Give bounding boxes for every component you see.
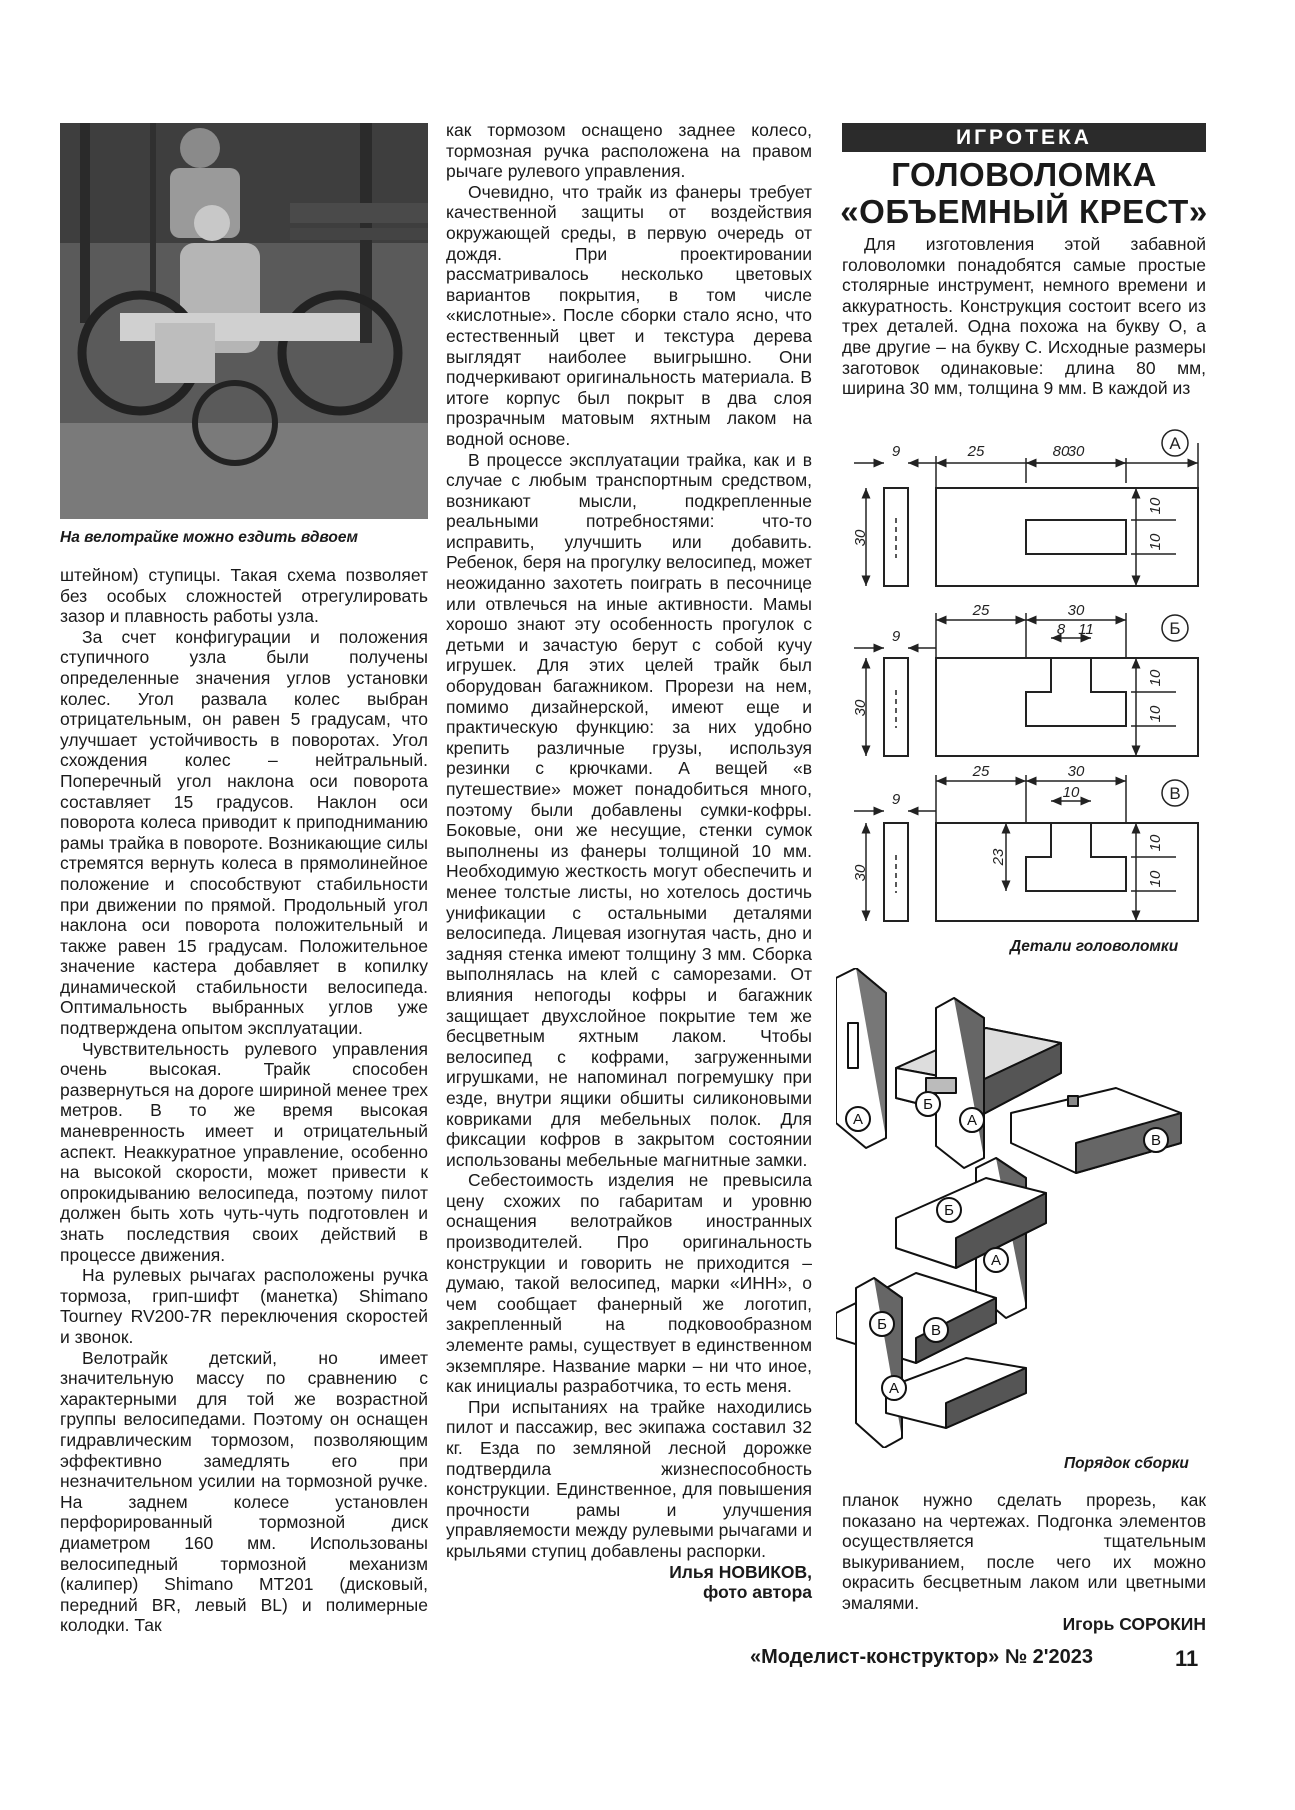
- section-rubric: ИГРОТЕКА: [842, 123, 1206, 152]
- paragraph: Велотрайк детский, но имеет значительную массу по сравнению с характерными для той же возрастной группы велосипедами. Поэтому он оснащен гидравлическим тормозом, позволяющим эффективно замедлять его при незначительном усилии на тормозной ручке. На заднем колесе установлен перфорированный тормозной диск диаметром 160 мм. Использованы велосипедный тормозной механизм (калипер) Shimano MT201 (дисковый, передний BR, левый BL) и полимерные колодки. Так: [60, 1347, 428, 1636]
- part-v-dim-9: 9: [891, 791, 901, 808]
- part-a-labels: [852, 434, 1181, 550]
- puzzle-headline: [836, 156, 1212, 230]
- part-v-dim-30: 30: [1067, 763, 1085, 780]
- page-number: 11: [1175, 1646, 1199, 1671]
- paragraph: Чувствительность рулевого управления очень высокая. Трайк способен развернуться на дороге шириной менее трех метров. В то же время высокая маневренность имеет и отрицательный аспект. Неаккуратное управление, особенно на высокой скорости, может привести к опрокидыванию велосипеда, поэтому пилот должен быть хоть чуть-чуть подготовлен и знать последствия своих действий в процессе движения.: [60, 1038, 428, 1265]
- part-a-dim-30v: 30: [852, 529, 869, 547]
- assembly-label: В: [1150, 1132, 1162, 1149]
- part-b-dim-30v: 30: [852, 699, 869, 717]
- part-b-dim-11: 11: [1078, 621, 1094, 638]
- paragraph: планок нужно сделать прорезь, как показано на чертежах. Подгонка элементов осуществляется тщательным выкуриванием, после чего их можно окрасить бесцветным лаком или цветными эмалями.: [842, 1490, 1206, 1613]
- assembly-caption: Порядок сборки: [1064, 1455, 1189, 1472]
- paragraph: Очевидно, что трайк из фанеры требует качественной защиты от воздействия окружающей среды, в первую очередь от дождя. При проектировании рассматривалось несколько цветовых вариантов покрытия, в том числе «кислотные». После сборки стало ясно, что естественный цвет и текстура дерева выглядят наиболее выигрышно. Они подчеркивают оригинальность материала. В итоге корпус был покрыт в два слоя прозрачным матовым яхтным лаком на водной основе.: [446, 181, 812, 449]
- drawings-caption: Детали головоломки: [1010, 938, 1179, 955]
- photo-credit: фото автора: [703, 1582, 812, 1603]
- paragraph: как тормозом оснащено заднее колесо, тормозная ручка расположена на правом рычаге рулевого управления.: [446, 120, 812, 182]
- assembly-label: Б: [877, 1316, 887, 1333]
- assembly-label: Б: [923, 1096, 933, 1113]
- photo-caption: На велотрайке можно ездить вдвоем: [60, 529, 358, 546]
- part-b-dim-25: 25: [972, 602, 990, 619]
- part-a-dim-10a: 10: [1147, 497, 1164, 515]
- part-v-dim-10: 10: [1062, 784, 1080, 801]
- part-v-dim-23: 23: [990, 848, 1007, 866]
- part-a-dim-80: 80: [1052, 443, 1070, 460]
- tricycle-photo: [60, 123, 428, 519]
- paragraph: В процессе эксплуатации трайка, как и в случае с любым транспортным средством, возникают мысли, подкрепленные реальными потребностями: что-то исправить, улучшить или добавить. Ребенок, беря на прогулку велосипед, может неожиданно захотеть поиграть в песочнице или отвлечься на иные активности. Мамы хорошо знают эту особенность прогулок с детьми и зачастую берут с собой кучу игрушек. Для этих целей трайк был оборудован багажником. Прорези на нем, помимо дизайнерской, имеют еще и практическую функцию: за них удобно крепить различные грузы, используя резинки с крючками. А вещей «в путешествие» может понадобиться много, поэтому были добавлены сумки-кофры. Боковые, они же несущие, стенки сумок выполнены из фанеры толщиной 10 мм. Необходимую жесткость могут обеспечить и менее толстые листы, но хотелось достичь унификации с остальными деталями велосипеда. Лицевая изогнутая часть, дно и задняя стенка имеют толщину 3 мм. Сборка выполнялась на клей с саморезами. От влияния непогоды кофры и багажник защищает двухслойное покрытие тем же бесцветным яхтным лаком. Чтобы велосипед с кофрами, загруженными игрушками, не напоминал погремушку при езде, внутри ящики обшиты силиконовыми ковриками для мебельных полок. Для фиксации кофров в закрытом состоянии использованы мебельные магнитные замки.: [446, 449, 812, 1170]
- part-v-dim-25: 25: [972, 763, 990, 780]
- article-author: Илья НОВИКОВ,: [669, 1561, 812, 1582]
- part-v-label: В: [1169, 784, 1181, 803]
- part-b-dim-10a: 10: [1147, 669, 1164, 687]
- part-b-label: Б: [1169, 619, 1181, 638]
- assembly-label: А: [990, 1252, 1002, 1269]
- assembly-label: А: [888, 1380, 900, 1397]
- part-b-dim-9: 9: [891, 628, 901, 645]
- part-v-dim-10a: 10: [1147, 834, 1164, 852]
- headline-line: ГОЛОВОЛОМКА: [891, 156, 1157, 193]
- assembly-label: А: [966, 1112, 978, 1129]
- puzzle-author: Игорь СОРОКИН: [1062, 1613, 1206, 1634]
- photo-illustration: [60, 123, 428, 519]
- paragraph: Себестоимость изделия не превысила цену схожих по габаритам и уровню оснащения велотрайков иностранных производителей. Про оригинальность конструкции и говорить не приходится – думаю, такой велосипед, марки «ИНН», о чем сообщает фанерный же логотип, закрепленный на подковообразном элементе рамы, существует в единственном экземпляре. Название марки – ни что иное, как инициалы разработчика, то есть меня.: [446, 1170, 812, 1397]
- paragraph: На рулевых рычагах расположены ручка тормоза, грип-шифт (манетка) Shimano Tourney RV200-7R переключения скоростей и звонок.: [60, 1265, 428, 1347]
- part-v-dim-10b: 10: [1147, 870, 1164, 888]
- assembly-label: Б: [944, 1202, 954, 1219]
- part-a-dim-30: 30: [1067, 443, 1085, 460]
- magazine-title: «Моделист-конструктор» № 2'2023: [750, 1646, 1094, 1668]
- puzzle-intro: [842, 234, 1206, 399]
- part-a-dim-9: 9: [891, 443, 901, 460]
- part-v-dim-30v: 30: [852, 864, 869, 882]
- paragraph: При испытаниях на трайке находились пилот и пассажир, вес экипажа составил 32 кг. Езда по земляной лесной дорожке подтвердила жизнеспособность конструкции. Единственное, для повышения прочности рамы и улучшения управляемости между рулевыми рычагами и крыльями ступиц добавлены распорки.: [446, 1396, 812, 1561]
- assembly-label: А: [852, 1111, 864, 1128]
- assembly-illustration: [836, 968, 1216, 1448]
- assembly-label: В: [930, 1322, 942, 1339]
- part-a-dim-25: 25: [967, 443, 985, 460]
- part-a-label: А: [1169, 434, 1181, 453]
- paragraph: штейном) ступицы. Такая схема позволяет без особых сложностей отрегулировать зазор и плавность работы узла.: [60, 565, 428, 627]
- paragraph: Для изготовления этой забавной головоломки понадобятся самые простые столярные инструмент, немного времени и аккуратность. Конструкция состоит всего из трех деталей. Одна похожа на букву О, а две другие – на букву С. Исходные размеры заготовок одинаковые: длина 80 мм, ширина 30 мм, толщина 9 мм. В каждой из: [842, 234, 1206, 399]
- middle-column: [446, 120, 812, 1603]
- part-b-dim-8: 8: [1056, 621, 1066, 638]
- left-column: [60, 565, 428, 1636]
- paragraph: За счет конфигурации и положения ступичного узла были получены определенные значения углов установки колес. Угол развала колес выбран отрицательным, он равен 5 градусам, что улучшает устойчивость в поворотах. Угол схождения колес – нейтральный. Поперечный угол наклона оси поворота составляет 15 градусов. Наклон оси поворота колеса приводит к приподниманию рамы трайка в повороте. Возникающие силы стремятся вернуть колеса в прямолинейное положение и способствуют стабильности при движении по прямой. Продольный угол наклона оси поворота положительный и также равен 15 градусам. Положительное значение кастера добавляет в копилку динамической стабильности велосипеда. Оптимальность выбранных углов уже подтверждена опытом эксплуатации.: [60, 626, 428, 1039]
- part-b-dim-30: 30: [1067, 602, 1085, 619]
- part-b-dim-10b: 10: [1147, 705, 1164, 723]
- puzzle-outro: [842, 1490, 1206, 1634]
- part-a-dim-10b: 10: [1147, 533, 1164, 551]
- headline-line: «ОБЪЕМНЫЙ КРЕСТ»: [840, 193, 1208, 230]
- parts-drawings: [836, 418, 1216, 934]
